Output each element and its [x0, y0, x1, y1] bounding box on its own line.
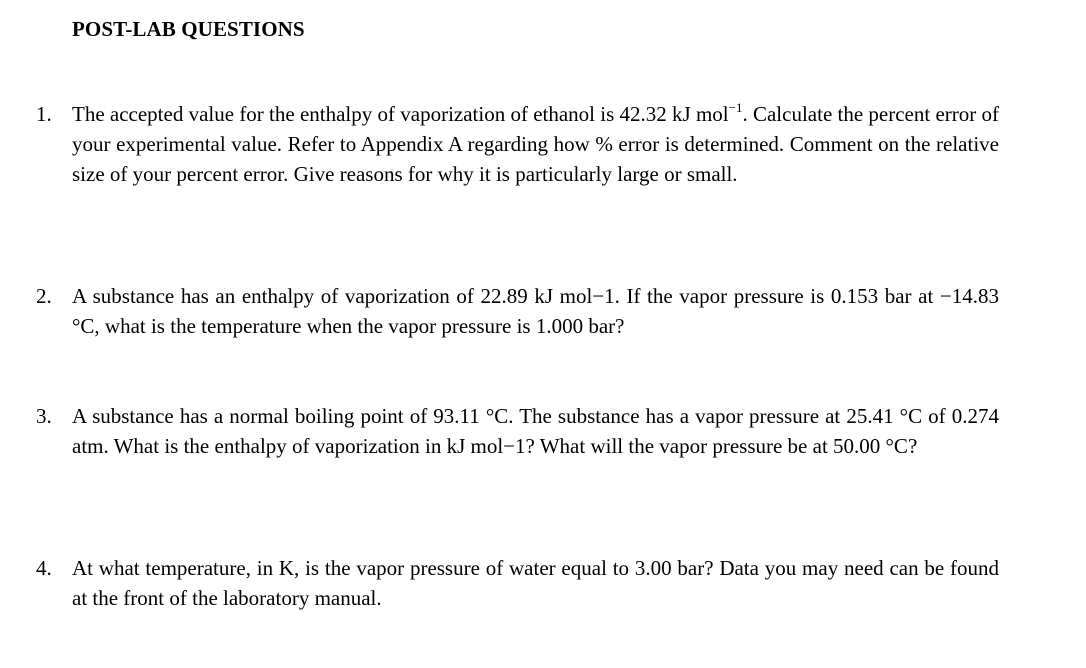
question-2 — [36, 281, 999, 341]
question-4 — [36, 553, 999, 613]
question-text — [72, 99, 999, 189]
question-number: 1. — [36, 102, 52, 126]
question-number: 4. — [36, 556, 52, 580]
question-1 — [36, 99, 999, 189]
question-text: At what temperature, in K, is the vapor pressure of water equal to 3.00 bar? Data you may need can be found at the front of the laboratory manual. — [72, 556, 999, 610]
superscript: −1 — [728, 100, 743, 115]
question-text: A substance has an enthalpy of vaporization of 22.89 kJ mol−1. If the vapor pressure is 0.153 bar at −14.83 °C, what is the temperature when the vapor pressure is 1.000 bar? — [72, 284, 999, 338]
page-title: POST-LAB QUESTIONS — [72, 17, 305, 41]
question-3 — [36, 401, 999, 461]
question-text: A substance has a normal boiling point of 93.11 °C. The substance has a vapor pressure at 25.41 °C of 0.274 atm. What is the enthalpy of vaporization in kJ mol−1? What will the vapor pressure be at 50.00 °C? — [72, 404, 999, 458]
question-number: 2. — [36, 284, 52, 308]
question-text-part: The accepted value for the enthalpy of vaporization of ethanol is 42.32 kJ mol — [72, 102, 729, 126]
question-number: 3. — [36, 404, 52, 428]
question-text-part: . Calculate the percent error of your experimental value. Refer to Appendix A regarding how % error is determined. Comment on the relative size of your percent error. Give reasons for why it is particularly large or small. — [72, 102, 1000, 186]
